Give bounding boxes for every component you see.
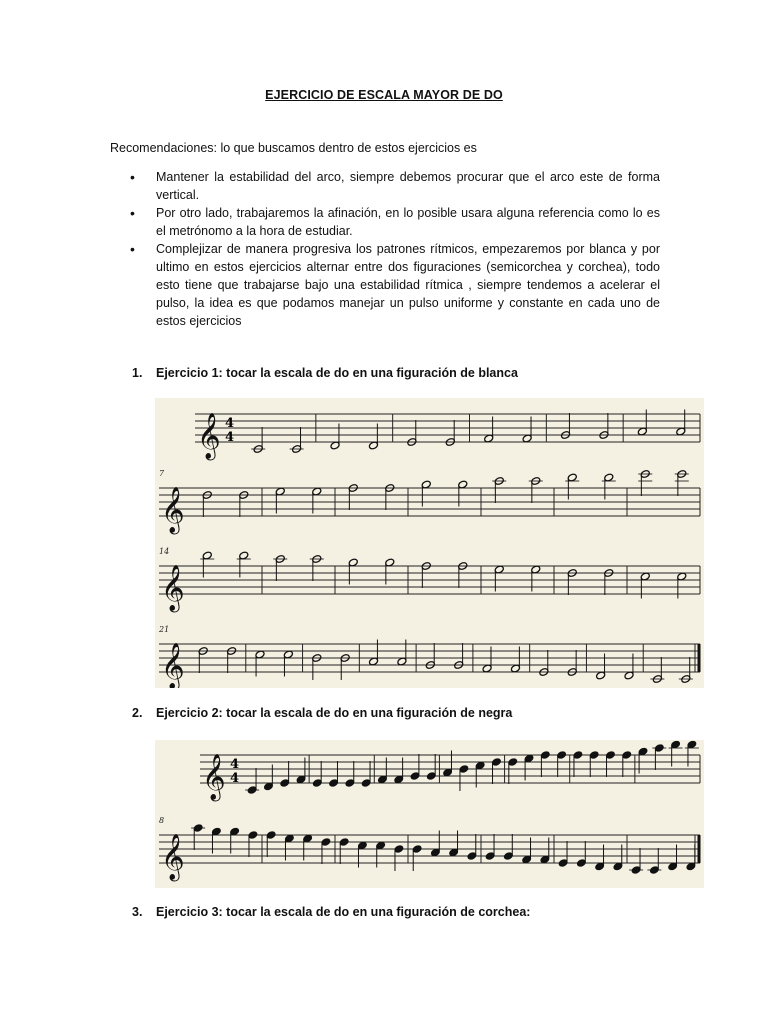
measure-number: 7: [159, 469, 165, 478]
treble-clef-icon: 𝄞: [161, 643, 185, 688]
treble-clef-icon: 𝄞: [161, 487, 185, 533]
exercise-number: 2.: [132, 706, 143, 720]
score-exercise-2: [155, 740, 704, 888]
measure-number: 14: [159, 547, 170, 556]
time-signature-bottom: 4: [230, 771, 240, 786]
time-signature-top: 4: [230, 757, 240, 772]
staff-system: [159, 816, 700, 882]
exercise-2-heading: [132, 706, 512, 720]
treble-clef-icon: 𝄞: [161, 834, 185, 880]
score-exercise-1: [155, 398, 704, 688]
intro-text: Recomendaciones: lo que buscamos dentro de estos ejercicios es: [110, 141, 477, 155]
list-item: • Por otro lado, trabajaremos la afinación, en lo posible usara alguna referencia como lo es el metrónomo a la hora de estudiar.: [110, 204, 660, 240]
treble-clef-icon: 𝄞: [161, 565, 185, 611]
exercise-label: Ejercicio 1: tocar la escala de do en una figuración de blanca: [156, 366, 518, 380]
exercise-3-heading: [132, 905, 530, 919]
staff-system: [200, 740, 700, 802]
staff-system: [159, 547, 700, 613]
recommendations-list: [110, 168, 660, 330]
score-exercise-2-svg: [155, 740, 704, 888]
measure-number: 8: [159, 816, 165, 825]
time-signature-bottom: 4: [225, 430, 235, 445]
staff-system: [195, 410, 700, 462]
treble-clef-icon: 𝄞: [197, 413, 221, 459]
measure-number: 21: [159, 625, 170, 634]
treble-clef-icon: 𝄞: [202, 754, 226, 800]
exercise-number: 3.: [132, 905, 143, 919]
staff-system: [159, 469, 700, 535]
exercise-label: Ejercicio 3: tocar la escala de do en una figuración de corchea:: [156, 905, 531, 919]
exercise-number: 1.: [132, 366, 143, 380]
document-title: EJERCICIO DE ESCALA MAYOR DE DO: [265, 88, 503, 102]
list-item: • Mantener la estabilidad del arco, siempre debemos procurar que el arco este de forma vertical.: [110, 168, 660, 204]
staff-system: [158, 625, 700, 688]
exercise-label: Ejercicio 2: tocar la escala de do en una figuración de negra: [156, 706, 513, 720]
list-item: • Complejizar de manera progresiva los patrones rítmicos, empezaremos por blanca y por ultimo en estos ejercicios alternar entre dos figuraciones (semicorchea y corchea), todo esto tiene que trabajarse bajo una estabilidad rítmica , siempre tendemos a acelerar el pulso, la idea es que podamos manejar un pulso uniforme y constante en cada uno de estos ejercicios: [110, 240, 660, 330]
score-exercise-1-svg: [155, 398, 704, 688]
time-signature-top: 4: [225, 416, 235, 431]
exercise-1-heading: [132, 366, 518, 380]
